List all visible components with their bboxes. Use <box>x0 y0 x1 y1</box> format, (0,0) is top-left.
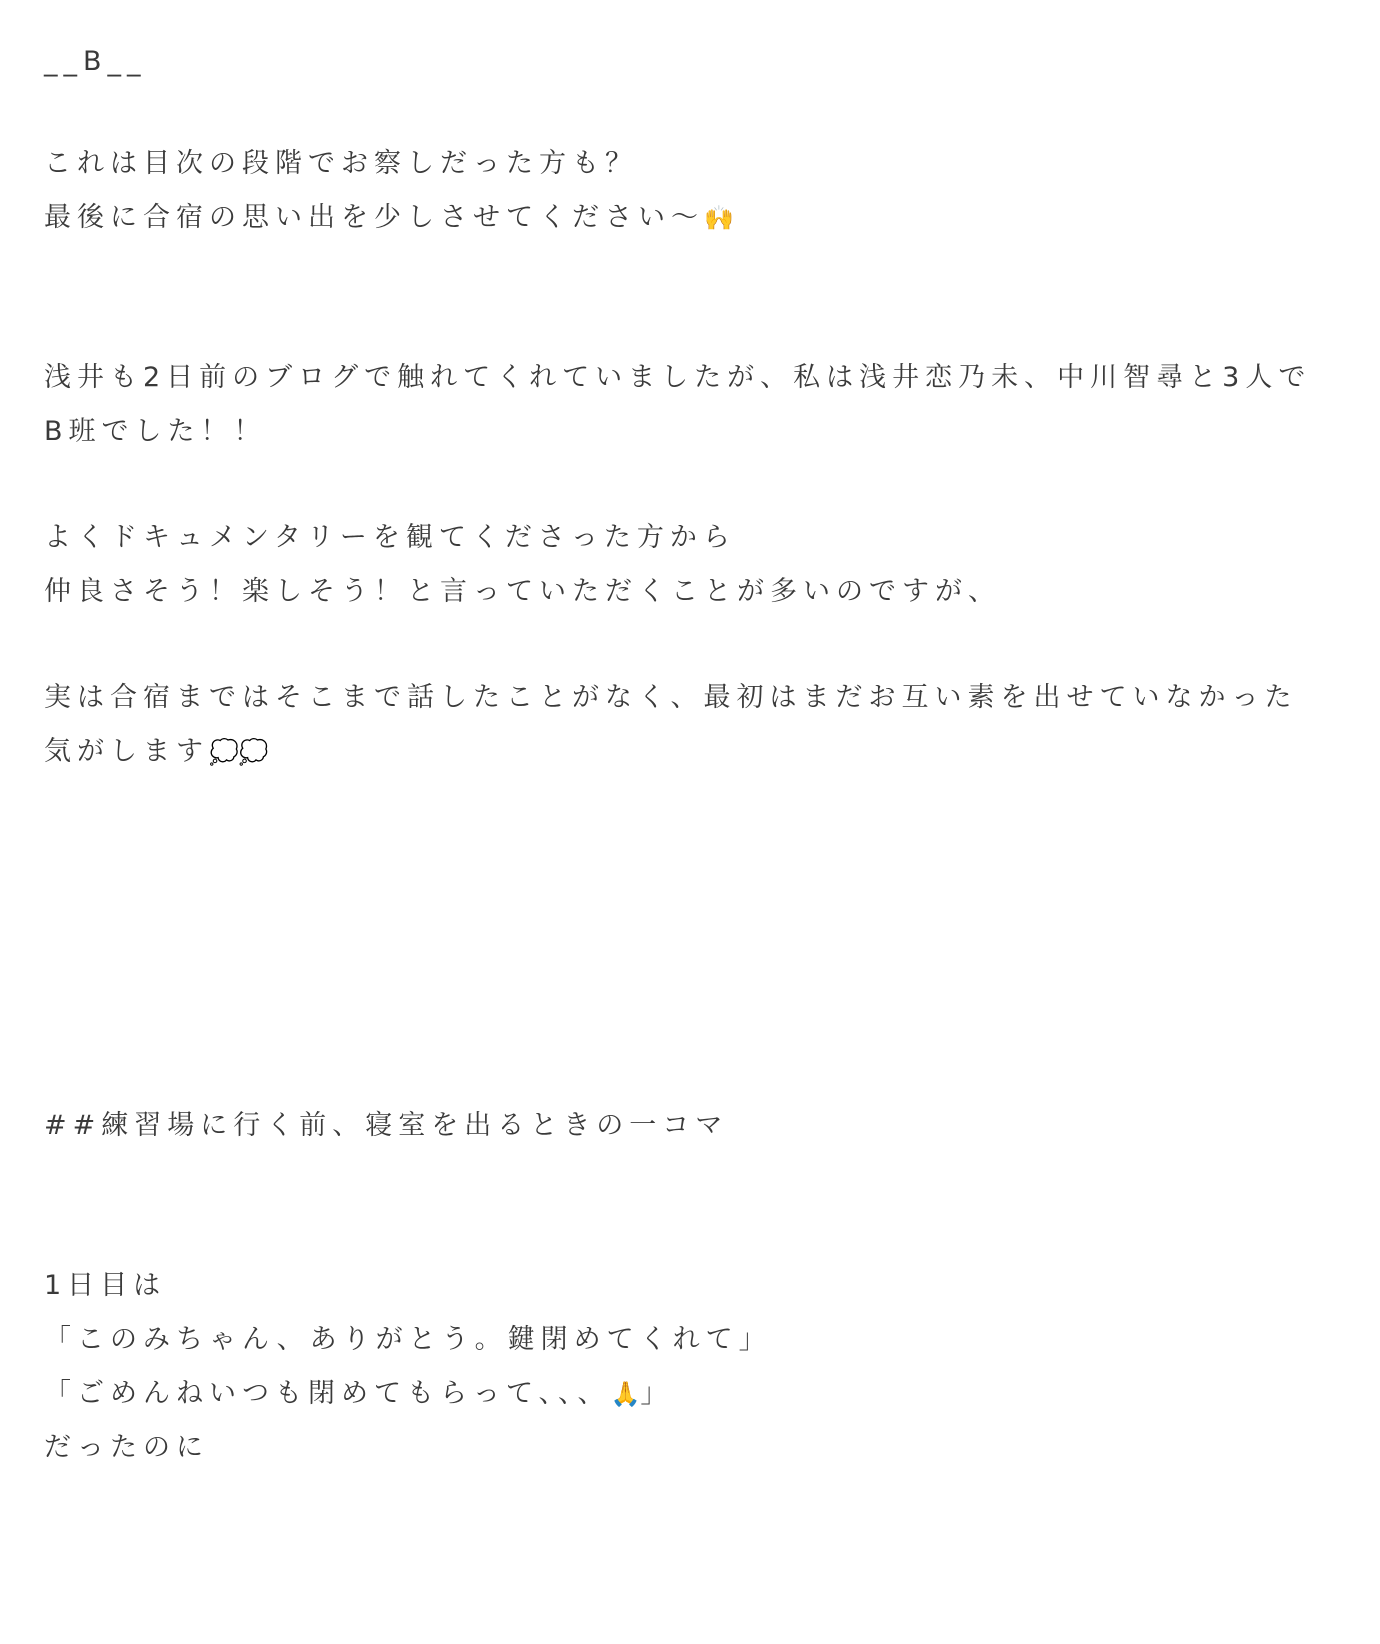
paragraph-2-line-2: B班でした！！ <box>44 416 267 447</box>
section-marker: __B__ <box>44 46 147 77</box>
paragraph-4-line-2-text: 気がします <box>44 736 209 767</box>
paragraph-2-line-1: 浅井も2日前のブログで触れてくれていましたが、私は浅井恋乃未、中川智尋と3人で <box>44 362 1312 393</box>
paragraph-5-line-3-end: 」 <box>640 1378 674 1409</box>
raised-hands-emoji-icon: 🙌 <box>704 204 734 232</box>
paragraph-1-line-2-text: 最後に合宿の思い出を少しさせてください〜 <box>44 202 704 233</box>
paragraph-5-line-1: 1日目は <box>44 1270 167 1301</box>
thought-bubble-emoji-icon: 💭💭 <box>209 738 269 766</box>
folded-hands-emoji-icon: 🙏 <box>610 1380 641 1408</box>
paragraph-1-line-1: これは目次の段階でお察しだった方も？ <box>44 148 638 179</box>
paragraph-5-line-4: だったのに <box>44 1432 209 1463</box>
photo-caption: ##練習場に行く前、寝室を出るときの一コマ <box>44 1110 729 1141</box>
paragraph-3-line-1: よくドキュメンタリーを観てくださった方から <box>44 522 736 553</box>
paragraph-5-line-2: 「このみちゃん、ありがとう。鍵閉めてくれて」 <box>44 1324 772 1355</box>
paragraph-4-line-1: 実は合宿まではそこまで話したことがなく、最初はまだお互い素を出せていなかった <box>44 682 1298 713</box>
paragraph-3-line-2: 仲良さそう！楽しそう！と言っていただくことが多いのですが、 <box>44 576 1001 607</box>
paragraph-4-line-2 <box>44 734 269 770</box>
paragraph-5-line-3 <box>44 1376 673 1412</box>
paragraph-5-line-3-text: 「ごめんねいつも閉めてもらって、、、 <box>44 1378 611 1409</box>
paragraph-1-line-2 <box>44 200 734 236</box>
